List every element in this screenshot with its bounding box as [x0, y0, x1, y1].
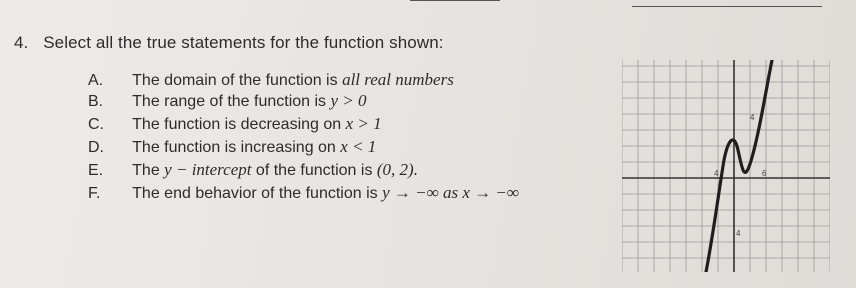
option-text: The function is increasing on	[132, 139, 341, 156]
option-letter: F.	[88, 185, 101, 202]
graph-grid	[622, 60, 830, 272]
function-curve	[706, 60, 772, 272]
option-c[interactable]	[88, 114, 382, 134]
tick-label: 6	[762, 169, 767, 178]
option-letter: B.	[88, 93, 104, 110]
option-math: y → −∞ as x → −∞	[382, 183, 519, 202]
option-letter: D.	[88, 139, 104, 156]
option-text: The domain of the function is	[132, 72, 343, 89]
option-text: The	[132, 162, 165, 179]
option-a[interactable]	[88, 70, 454, 90]
option-math: x > 1	[345, 114, 382, 133]
option-math: x < 1	[340, 137, 377, 156]
option-math: all real numbers	[342, 70, 454, 89]
option-letter: C.	[88, 116, 104, 133]
function-graph	[622, 60, 830, 272]
tick-label: 4	[750, 113, 755, 122]
option-math: y − intercept	[164, 160, 252, 179]
option-text: The range of the function is	[132, 93, 331, 110]
option-d[interactable]	[88, 137, 376, 157]
tick-label: 4	[736, 229, 741, 238]
top-rule-right	[632, 6, 822, 7]
option-math-2: (0, 2).	[376, 160, 418, 179]
option-text: The end behavior of the function is	[132, 185, 383, 202]
question-text: Select all the true statements for the function shown:	[43, 33, 444, 52]
option-text: The function is decreasing on	[132, 116, 346, 133]
option-letter: A.	[88, 72, 104, 89]
option-math: y > 0	[330, 91, 367, 110]
top-rule-left	[410, 0, 500, 1]
tick-label: 4	[714, 169, 719, 178]
question-number: 4.	[14, 33, 29, 52]
option-letter: E.	[88, 162, 104, 179]
question-prompt	[14, 33, 444, 53]
option-e[interactable]	[88, 160, 418, 180]
option-text-2: of the function is	[251, 162, 377, 179]
option-f[interactable]	[88, 183, 519, 203]
option-b[interactable]	[88, 91, 367, 111]
